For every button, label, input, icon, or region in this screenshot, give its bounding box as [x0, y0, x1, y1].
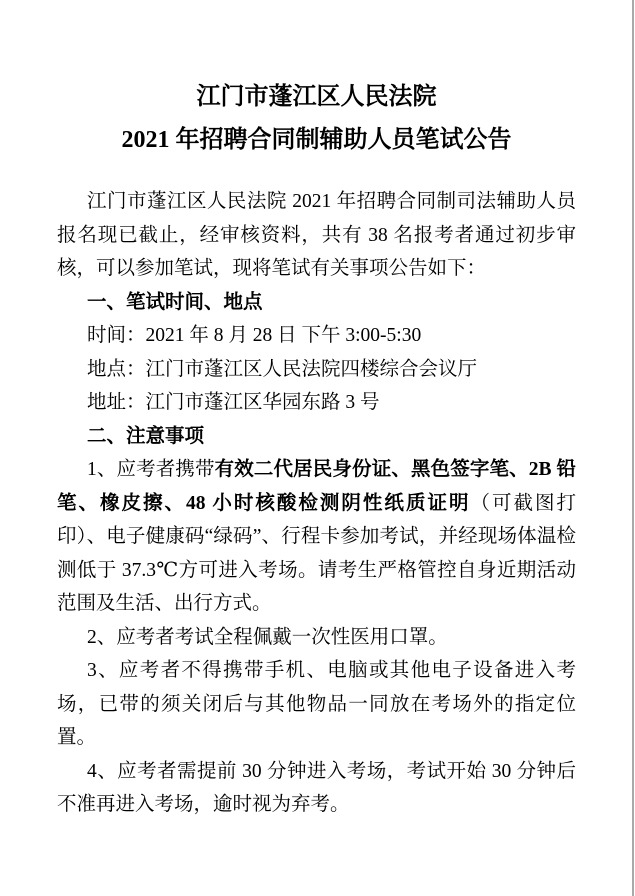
court-name-title: 江门市蓬江区人民法院 [196, 84, 437, 110]
intro-paragraph: 江门市蓬江区人民法院 2021 年招聘合同制司法辅助人员报名现已截止，经审核资料，共有 38 名报考者通过初步审核，可以参加笔试，现将笔试有关事项公告如下： [57, 191, 576, 279]
notice-item-4: 4、应考者需提前 30 分钟进入考场，考试开始 30 分钟后不准再进入考场，逾时视为弃考。 [57, 760, 576, 815]
notice-item-2: 2、应考者考试全程佩戴一次性医用口罩。 [87, 626, 448, 648]
exam-address-line: 地址：江门市蓬江区华园东路 3 号 [87, 392, 380, 413]
notice-item-1-required-items: 有效二代居民身份证、黑色签字笔、2B 铅笔、橡皮擦、48 小时核酸检测阴性纸质证明 [57, 459, 576, 514]
notice-item-3: 3、应考者不得携带手机、电脑或其他电子设备进入考场，已带的须关闭后与其他物品一同放在考场外的指定位置。 [57, 660, 576, 748]
section2-heading: 二、注意事项 [87, 424, 205, 447]
notice-title: 2021 年招聘合同制辅助人员笔试公告 [121, 127, 512, 153]
notice-item-1-suffix: （可截图打印）、电子健康码“绿码”、行程卡参加考试，并经现场体温检测低于 37.3℃方可进入考场。请考生严格管控自身近期活动范围及生活、出行方式。 [57, 492, 576, 614]
exam-venue-line: 地点：江门市蓬江区人民法院四楼综合会议厅 [87, 358, 478, 380]
notice-item-1-prefix: 1、应考者携带 [87, 459, 215, 480]
section1-heading: 一、笔试时间、地点 [87, 290, 263, 313]
notice-item-1 [57, 453, 576, 621]
exam-time-line: 时间：2021 年 8 月 28 日 下午 3:00-5:30 [87, 325, 422, 346]
page-edge-line [632, 0, 634, 896]
document-content [57, 0, 576, 822]
